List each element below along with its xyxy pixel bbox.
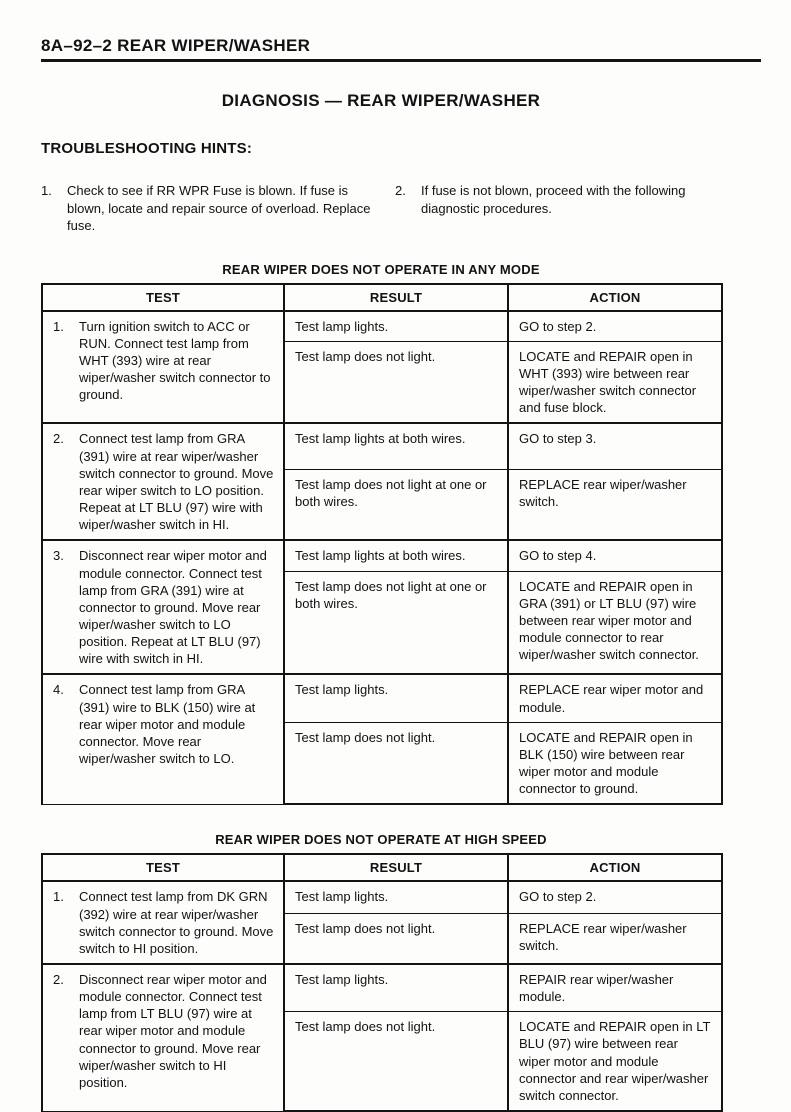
result-cell: Test lamp lights at both wires. xyxy=(284,540,508,571)
column-header-action: ACTION xyxy=(508,284,722,311)
page-title: DIAGNOSIS — REAR WIPER/WASHER xyxy=(221,91,541,110)
action-cell: REPLACE rear wiper/washer switch. xyxy=(508,914,722,964)
step-number: 2. xyxy=(53,431,64,447)
test-text: Disconnect rear wiper motor and module connector. Connect test lamp from GRA (391) wire at connector to ground. Move rear wiper/washer switch to LO position. Repeat at LT BLU (97) wire with switch in HI. xyxy=(79,548,267,667)
diagnosis-table-high-speed xyxy=(41,853,723,1112)
test-cell xyxy=(42,964,284,1111)
table-title-any-mode: REAR WIPER DOES NOT OPERATE IN ANY MODE xyxy=(222,261,540,277)
column-header-result: RESULT xyxy=(284,284,508,311)
table-header-row xyxy=(42,284,722,311)
result-cell: Test lamp lights. xyxy=(284,674,508,722)
action-cell: GO to step 3. xyxy=(508,423,722,469)
action-cell: REPAIR rear wiper/washer module. xyxy=(508,964,722,1012)
table-row xyxy=(42,881,722,913)
result-cell: Test lamp lights. xyxy=(284,964,508,1012)
hint-text: Check to see if RR WPR Fuse is blown. If fuse is blown, locate and repair source of overload. Replace fuse. xyxy=(67,183,371,234)
test-cell xyxy=(42,540,284,674)
table-row xyxy=(42,964,722,1012)
table-row xyxy=(42,423,722,469)
result-cell: Test lamp does not light. xyxy=(284,1012,508,1111)
action-cell: LOCATE and REPAIR open in WHT (393) wire between rear wiper/washer switch connector and fuse block. xyxy=(508,341,722,423)
page-header: 8A–92–2 REAR WIPER/WASHER xyxy=(41,36,761,62)
action-cell: GO to step 2. xyxy=(508,881,722,913)
hint-number: 2. xyxy=(395,183,406,198)
action-cell: GO to step 2. xyxy=(508,311,722,342)
test-cell xyxy=(42,311,284,424)
action-cell: REPLACE rear wiper motor and module. xyxy=(508,674,722,722)
table-row xyxy=(42,311,722,342)
hint-text: If fuse is not blown, proceed with the following diagnostic procedures. xyxy=(421,183,686,216)
diagnosis-table-any-mode xyxy=(41,283,723,806)
troubleshooting-hints-heading: TROUBLESHOOTING HINTS: xyxy=(41,140,253,157)
step-number: 4. xyxy=(53,682,64,698)
action-cell: GO to step 4. xyxy=(508,540,722,571)
column-header-test: TEST xyxy=(42,284,284,311)
test-text: Connect test lamp from GRA (391) wire to BLK (150) wire at rear wiper motor and module connector. Move rear wiper/washer switch to LO. xyxy=(79,682,256,767)
action-cell: LOCATE and REPAIR open in GRA (391) or LT BLU (97) wire between rear wiper motor and module connector to rear wiper/washer switch connector. xyxy=(508,571,722,674)
step-number: 1. xyxy=(53,318,64,334)
hint-item-2 xyxy=(395,182,721,235)
action-cell: LOCATE and REPAIR open in BLK (150) wire between rear wiper motor and module connector to ground. xyxy=(508,722,722,804)
page-content xyxy=(41,91,721,1112)
test-cell xyxy=(42,423,284,540)
step-number: 3. xyxy=(53,548,64,564)
test-text: Disconnect rear wiper motor and module connector. Connect test lamp from LT BLU (97) wire at rear wiper motor and module connector to ground. Move rear wiper/washer switch to HI position. xyxy=(79,972,267,1090)
step-number: 2. xyxy=(53,972,64,988)
test-text: Connect test lamp from GRA (391) wire at rear wiper/washer switch connector to ground. Move rear wiper switch to LO position. Repeat at LT BLU (97) wire with wiper/washer switch in HI. xyxy=(79,431,274,533)
step-number: 1. xyxy=(53,889,64,905)
table-row xyxy=(42,674,722,722)
result-cell: Test lamp does not light. xyxy=(284,914,508,964)
result-cell: Test lamp does not light at one or both wires. xyxy=(284,469,508,540)
troubleshooting-hints xyxy=(41,182,721,235)
table-header-row xyxy=(42,854,722,881)
action-cell: LOCATE and REPAIR open in LT BLU (97) wire between rear wiper motor and module connector and rear wiper/washer switch connector. xyxy=(508,1012,722,1111)
column-header-result: RESULT xyxy=(284,854,508,881)
test-text: Turn ignition switch to ACC or RUN. Connect test lamp from WHT (393) wire at rear wiper/washer switch connector to ground. xyxy=(79,318,271,403)
result-cell: Test lamp lights. xyxy=(284,881,508,913)
result-cell: Test lamp does not light at one or both wires. xyxy=(284,571,508,674)
column-header-action: ACTION xyxy=(508,854,722,881)
action-cell: REPLACE rear wiper/washer switch. xyxy=(508,469,722,540)
test-text: Connect test lamp from DK GRN (392) wire at rear wiper/washer switch connector to ground. Move switch to HI position. xyxy=(79,889,274,956)
column-header-test: TEST xyxy=(42,854,284,881)
result-cell: Test lamp does not light. xyxy=(284,722,508,804)
result-cell: Test lamp lights at both wires. xyxy=(284,423,508,469)
test-cell xyxy=(42,674,284,804)
table-row xyxy=(42,540,722,571)
hint-number: 1. xyxy=(41,183,52,198)
hint-item-1 xyxy=(41,182,373,235)
test-cell xyxy=(42,881,284,964)
result-cell: Test lamp does not light. xyxy=(284,341,508,423)
table-title-high-speed: REAR WIPER DOES NOT OPERATE AT HIGH SPEED xyxy=(215,832,547,848)
result-cell: Test lamp lights. xyxy=(284,311,508,342)
